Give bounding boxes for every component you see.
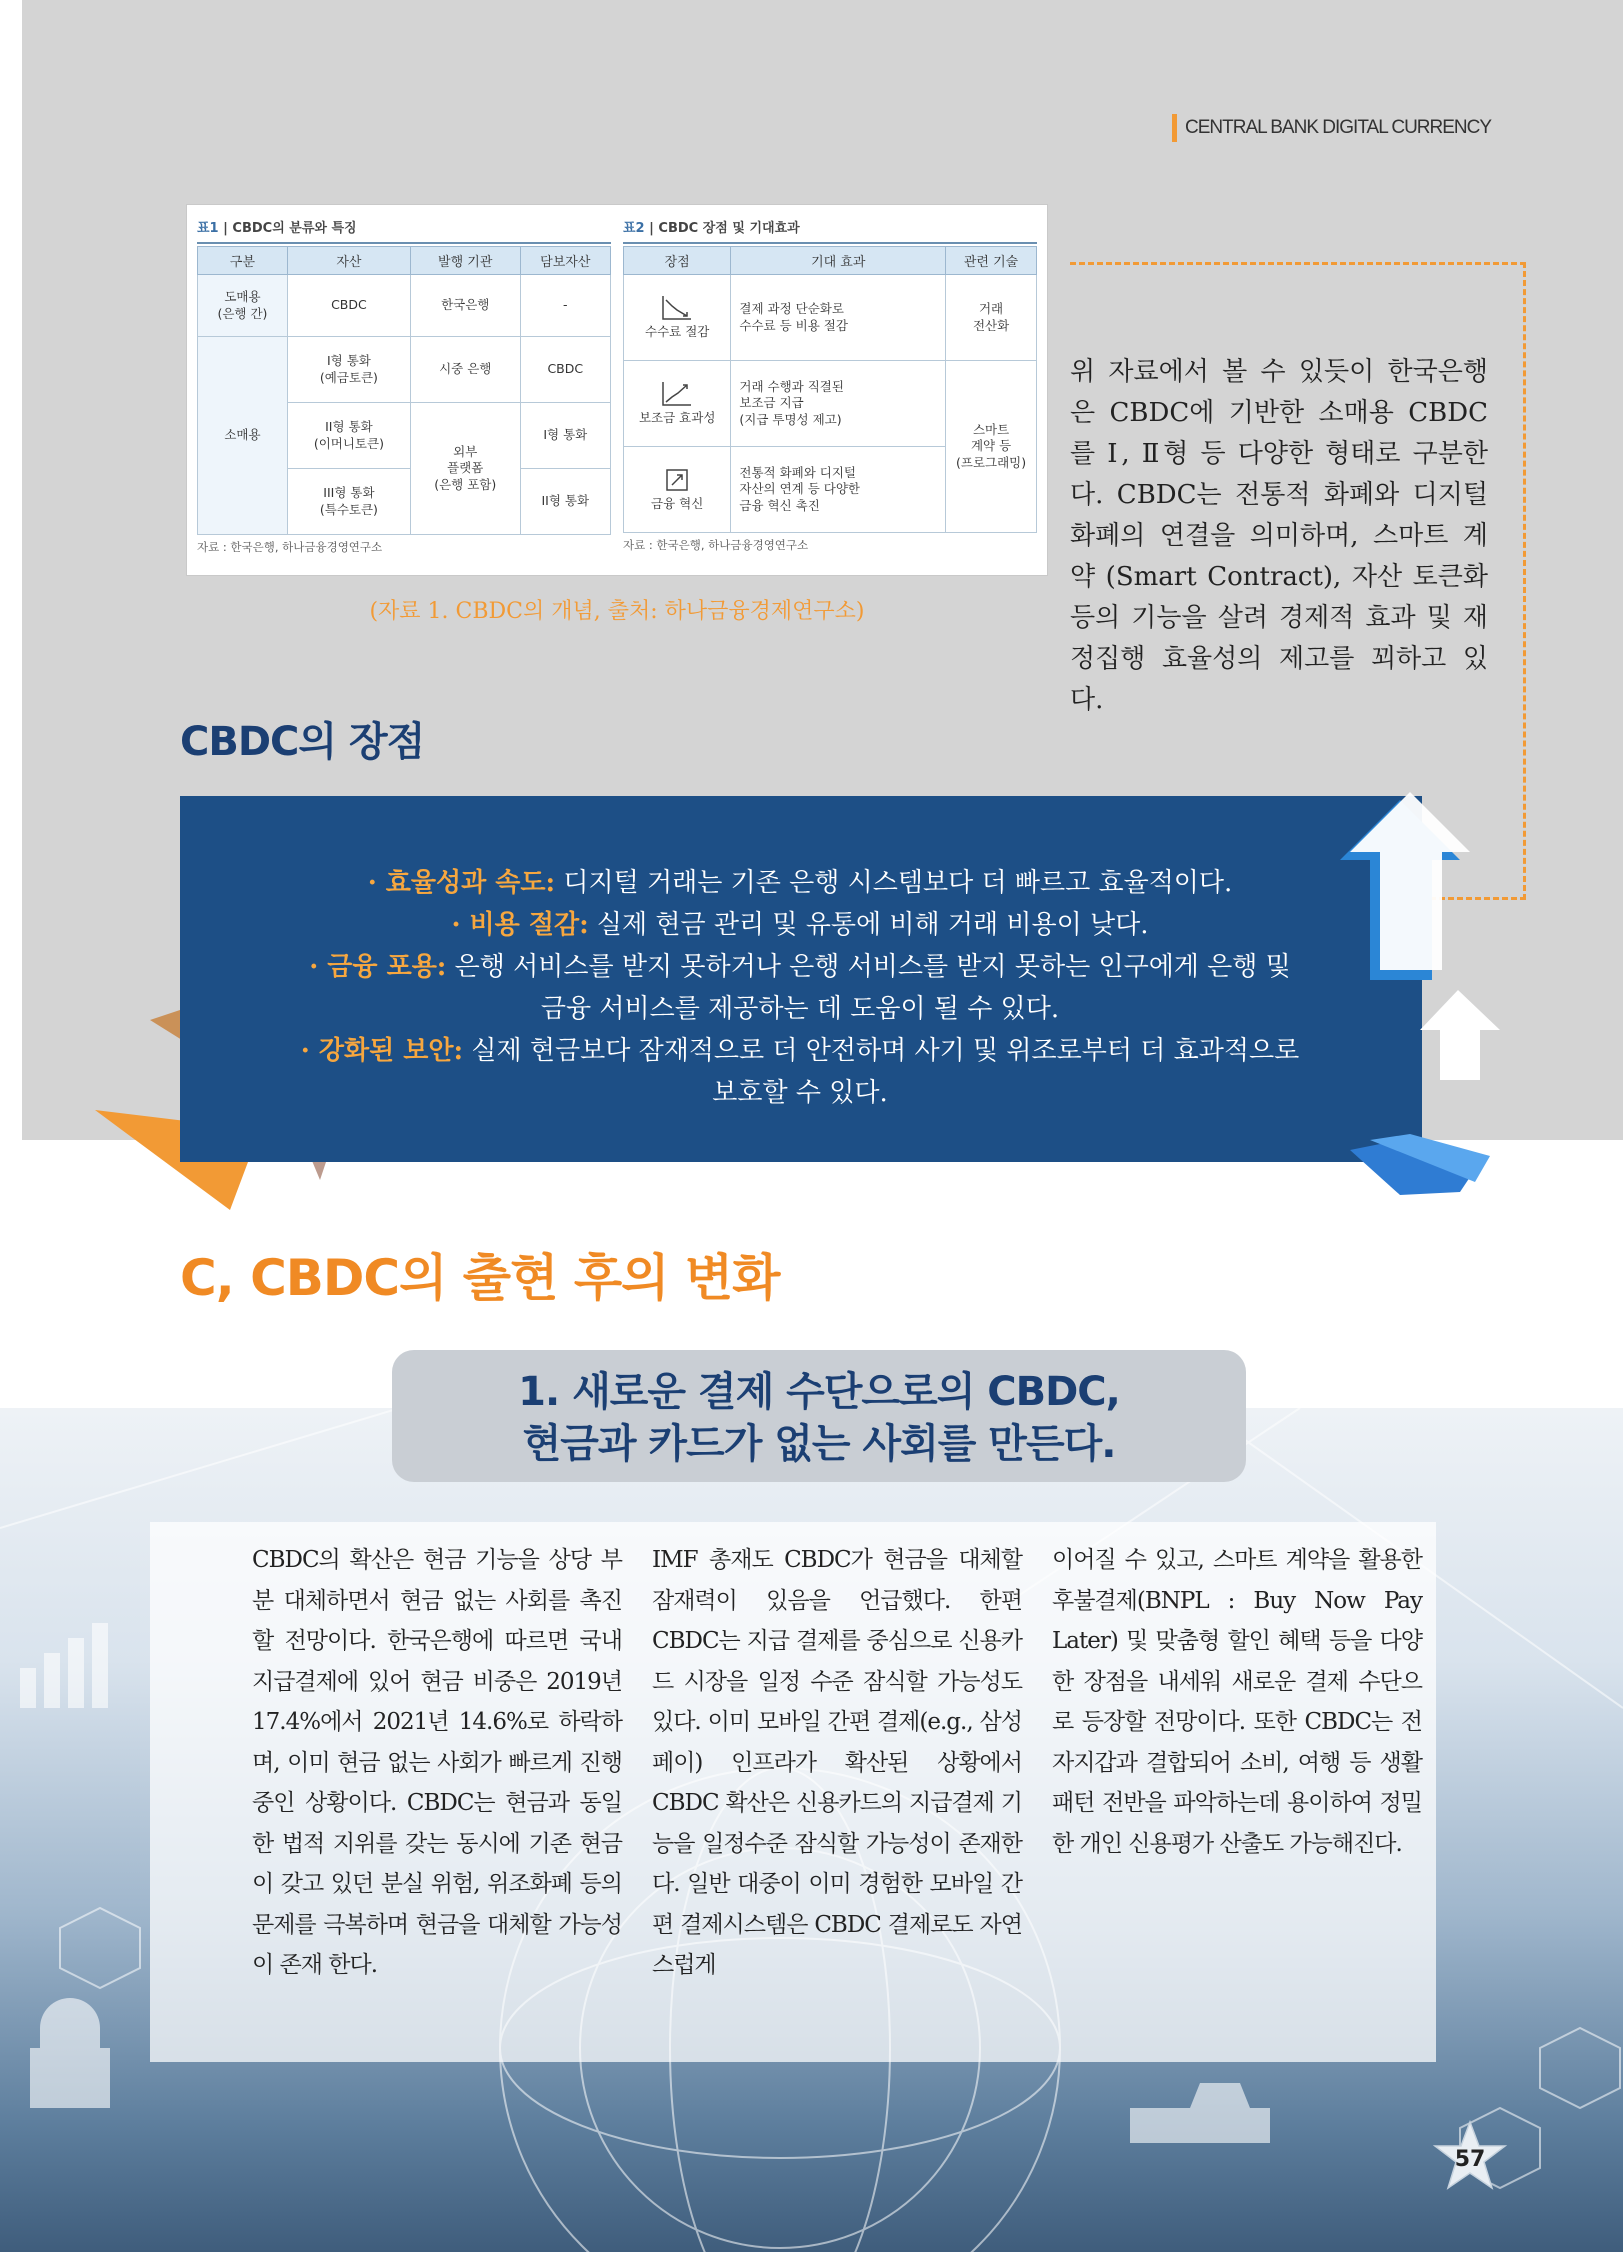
sub-heading [392, 1366, 1246, 1470]
table1-header-row [198, 247, 611, 275]
table-row [198, 337, 611, 403]
table-cell: II형 통화 (이머니토큰) [287, 403, 410, 469]
table-row [624, 361, 1037, 447]
advantage-label: 수수료 절감 [645, 324, 710, 340]
section-heading: C, CBDC의 출현 후의 변화 [180, 1249, 780, 1307]
table-cell: CBDC [287, 275, 410, 337]
advantage-text: 은행 서비스를 받지 못하거나 은행 서비스를 받지 못하는 인구에게 은행 및 금융 서비스를 제공하는 데 도움이 될 수 있다. [446, 952, 1291, 1024]
table-row [198, 275, 611, 337]
table-cell: II형 통화 [520, 469, 610, 535]
bar-icon [20, 1668, 36, 1708]
up-arrow-icon [1420, 990, 1500, 1080]
advantage-label: 금융 혁신 [651, 496, 704, 512]
advantage-label: 보조금 효과성 [638, 410, 716, 426]
table-cell: III형 통화 (특수토큰) [287, 469, 410, 535]
downtrend-chart-icon [660, 294, 694, 322]
list-item [300, 1030, 1300, 1114]
side-paragraph: 위 자료에서 볼 수 있듯이 한국은행은 CBDC에 기반한 소매용 CBDC를 Ⅰ, Ⅱ형 등 다양한 형태로 구분한다. CBDC는 전통적 화폐와 디지털 화폐의 연결을 의미하며, 스마트 계약 (Smart Contract), 자산 토큰화 등의 기능을 살려 경제적 효과 및 재정집행 효율성의 제고를 꾀하고 있다. [1070, 352, 1488, 721]
advantage-term: · 강화된 보안: [300, 1036, 464, 1066]
advantages-heading: CBDC의 장점 [180, 719, 425, 765]
arrow-decorations [1340, 790, 1500, 1210]
advantage-term: · 효율성과 속도: [367, 868, 556, 898]
table1-header: 자산 [287, 247, 410, 275]
bar-icon [92, 1623, 108, 1708]
advantage-term: · 금융 포용: [309, 952, 447, 982]
uptrend-chart-icon [660, 380, 694, 408]
running-header: CENTRAL BANK DIGITAL CURRENCY [1172, 114, 1491, 142]
table2-header: 기대 효과 [731, 247, 946, 275]
table-cell: 외부 플랫폼 (은행 포함) [410, 403, 520, 535]
padlock-icon [30, 1998, 110, 2108]
advantage-text: 디지털 거래는 기존 은행 시스템보다 더 빠르고 효율적이다. [555, 868, 1233, 898]
table-cell: 거래 수행과 직결된 보조금 지급 (지급 투명성 제고) [731, 361, 946, 447]
expand-arrow-icon [660, 466, 694, 494]
table-cell [624, 361, 731, 447]
table1-source: 자료 : 한국은행, 하나금융경영연구소 [197, 540, 383, 554]
table-cell: 도매용 (은행 간) [198, 275, 288, 337]
table1-header: 발행 기관 [410, 247, 520, 275]
table-cell: 스마트 계약 등 (프로그래밍) [946, 361, 1037, 533]
table1-header: 구분 [198, 247, 288, 275]
sub-heading-line: 1. 새로운 결제 수단으로의 CBDC, [518, 1369, 1120, 1415]
body-column-3: 이어질 수 있고, 스마트 계약을 활용한 후불결제(BNPL : Buy Now Pay Later) 및 맞춤형 할인 혜택 등을 다양한 장점을 내세워 새로운 결제 수단으로 등장할 전망이다. 또한 CBDC는 전자지갑과 결합되어 소비, 여행 등 생활 패턴 전반을 파악하는데 용이하여 정밀한 개인 신용평가 산출도 가능해진다. [1052, 1547, 1422, 1857]
table2-title: 표2 | CBDC 장점 및 기대효과 [623, 217, 1037, 244]
tables-figure [186, 204, 1048, 576]
table2-title-text: CBDC 장점 및 기대효과 [658, 221, 800, 236]
table-cell: 한국은행 [410, 275, 520, 337]
table1-header: 담보자산 [520, 247, 610, 275]
table2-label: 표2 [623, 221, 645, 236]
table-cell: 거래 전산화 [946, 275, 1037, 361]
advantage-term: · 비용 절감: [451, 910, 589, 940]
bar-icon [44, 1653, 60, 1708]
table-cell: 소매용 [198, 337, 288, 535]
body-column-2: IMF 총재도 CBDC가 현금을 대체할 잠재력이 있음을 언급했다. 한편 CBDC는 지급 결제를 중심으로 신용카드 시장을 일정 수준 잠식할 가능성도 있다. 이미 모바일 간편 결제(e.g., 삼성페이) 인프라가 확산된 상황에서 CBDC 확산은 신용카드의 지급결제 기능을 일정수준 잠식할 가능성이 존재한다. 일반 대중이 이미 경험한 모바일 간편 결제시스템은 CBDC 결제로도 자연스럽게 [652, 1547, 1022, 1978]
advantages-list [300, 862, 1300, 1114]
table-cell: 전통적 화폐와 디지털 자산의 연계 등 다양한 금융 혁신 촉진 [731, 447, 946, 533]
figure-caption: (자료 1. CBDC의 개념, 출처: 하나금융경제연구소) [369, 599, 865, 624]
table-cell [624, 275, 731, 361]
table2-source: 자료 : 한국은행, 하나금융경영연구소 [623, 538, 809, 552]
up-arrow-icon [1350, 792, 1470, 970]
table-cell: 시중 은행 [410, 337, 520, 403]
table1-label: 표1 [197, 221, 219, 236]
table-cell [624, 447, 731, 533]
table-row [624, 275, 1037, 361]
advantage-text: 실제 현금보다 잠재적으로 더 안전하며 사기 및 위조로부터 더 효과적으로 보호할 수 있다. [463, 1036, 1300, 1108]
table2-header-row [624, 247, 1037, 275]
table1-title-text: CBDC의 분류와 특징 [232, 221, 357, 236]
table-cell: I형 통화 [520, 403, 610, 469]
table2 [623, 246, 1037, 533]
bar-icon [68, 1638, 84, 1708]
table-cell: 결제 과정 단순화로 수수료 등 비용 절감 [731, 275, 946, 361]
list-item [300, 904, 1300, 946]
advantage-text: 실제 현금 관리 및 유통에 비해 거래 비용이 낮다. [588, 910, 1149, 940]
car-icon [1130, 2083, 1270, 2143]
body-column-1: CBDC의 확산은 현금 기능을 상당 부분 대체하면서 현금 없는 사회를 촉진할 전망이다. 한국은행에 따르면 국내 지급결제에 있어 현금 비중은 2019년 17.4%에서 2021년 14.6%로 하락하며, 이미 현금 없는 사회가 빠르게 진행 중인 상황이다. CBDC는 현금과 동일한 법적 지위를 갖는 동시에 기존 현금이 갖고 있던 분실 위험, 위조화폐 등의 문제를 극복하며 현금을 대체할 가능성이 존재 한다. [252, 1547, 622, 1978]
page-number: 57 [1454, 2147, 1486, 2172]
sub-heading-line: 현금과 카드가 없는 사회를 만든다. [522, 1421, 1116, 1467]
table-cell: I형 통화 (예금토큰) [287, 337, 410, 403]
table-cell: - [520, 275, 610, 337]
table2-block [623, 217, 1037, 567]
table1-title: 표1 | CBDC의 분류와 특징 [197, 217, 611, 244]
table2-header: 관련 기술 [946, 247, 1037, 275]
table1 [197, 246, 611, 535]
table-cell: CBDC [520, 337, 610, 403]
table1-block [197, 217, 611, 567]
table2-header: 장점 [624, 247, 731, 275]
list-item [300, 946, 1300, 1030]
list-item [300, 862, 1300, 904]
